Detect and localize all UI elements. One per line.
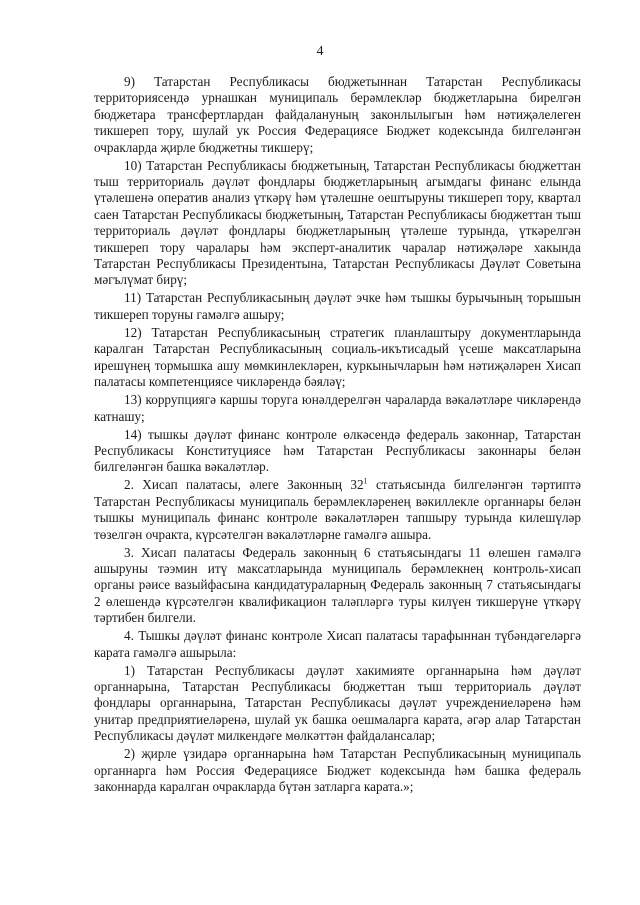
paragraph-item-11: 11) Татарстан Республикасының дәүләт эчке һәм тышкы бурычының торышын тикшереп торуны гамәлгә ашыру; (94, 290, 581, 322)
paragraph-part-2-text-continued: статьясында билгеләнгән тәртиптә Татарстан Республикасы муниципаль берәмлекләренең вәкиллекле органнары белән тышкы муниципаль финанс контроле вәкаләтләрен тапшыру турында килешүләр төзелгән очракта, күрсәтелгән вәкаләтләрне гамәлгә ашыра. (94, 477, 582, 542)
paragraph-item-10: 10) Татарстан Республикасы бюджетының, Татарстан Республикасы бюджеттан тыш территориаль дәүләт фондлары бюджетларының агымдагы финанс елында үтәлешенә оператив анализ үткәрү һәм үтәлешне оештыруны тикшереп тору, квартал саен Татарстан Республикасы бюджетының, Татарстан Республикасы бюджеттан тыш территориаль дәүләт фондлары бюджетларының үтәлеше турында, үткәрелгән тикшереп тору чаралары һәм эксперт-аналитик чаралар нәтиҗәләре хакында Татарстан Республикасы Президентына, Татарстан Республикасы Дәүләт Советына мәгълүмат бирү; (94, 157, 581, 288)
paragraph-item-14: 14) тышкы дәүләт финанс контроле өлкәсендә федераль законнар, Татарстан Республикасы Конституциясе һәм Татарстан Республикасы законнары белән билгеләнгән башка вәкаләтләр. (94, 426, 581, 475)
paragraph-subitem-1: 1) Татарстан Республикасы дәүләт хакимияте органнарына һәм дәүләт органнарына, Татарстан Республикасы бюджеттан тыш территориаль дәүләт фондлары органнарына, Татарстан Республикасы дәүләт учреждениеләренә һәм унитар предприятиеләренә, шулай ук башка оешмаларга карата, әгәр алар Татарстан Республикасы дәүләт милкендәге мөлкәттән файдалансалар; (94, 662, 581, 744)
paragraph-subitem-2: 2) җирле үзидарә органнарына һәм Татарстан Республикасының муниципаль органнарга һәм Россия Федерациясе Бюджет кодексында һәм башка федераль законнарда каралган очракларда бүтән затларга карата.»; (94, 746, 581, 794)
page-number: 4 (316, 44, 324, 59)
paragraph-part-4: 4. Тышкы дәүләт финанс контроле Хисап палатасы тарафыннан түбәндәгеләргә карата гамәлгә ашырыла: (94, 628, 581, 660)
paragraph-item-12: 12) Татарстан Республикасының стратегик планлаштыру документларында каралган Татарстан Республикасының социаль-икътисадый үсеше максатларына ирешүнең тормышка ашу мөмкинлекләрен, куркынычларын һәм нәтиҗәләрен Хисап палатасы компетенциясе чикләрендә бәяләү; (94, 324, 581, 390)
document-body (94, 74, 581, 795)
paragraph-part-2 (94, 477, 581, 543)
paragraph-item-9: 9) Татарстан Республикасы бюджетыннан Татарстан Республикасы территориясендә урнашкан муниципаль берәмлекләр бюджетларына бирелгән бюджетара трансфертлардан файдалануның законлылыгын һәм нәтиҗәлелеген тикшереп тору, шулай ук Россия Федерациясе Бюджет кодексында билгеләнгән очракларда җирле бюджетны тикшерү; (94, 74, 581, 155)
paragraph-part-3: 3. Хисап палатасы Федераль законның 6 статьясындагы 11 өлешен гамәлгә ашыруны тәэмин итү максатларында муниципаль берәмлекнең контроль-хисап органы рәисе вазыйфасына кандидатураларның Федераль законның 7 статьясындагы 2 өлешендә күрсәтелгән квалификацион таләпләргә туры килүен тикшерүне үткәрү тәртибен билгели. (94, 544, 581, 626)
article-superscript: 1 (363, 476, 368, 486)
paragraph-item-13: 13) коррупциягә каршы торуга юнәлдерелгән чараларда вәкаләтләре чикләрендә катнашу; (94, 392, 581, 424)
paragraph-part-2-text: 2. Хисап палатасы, әлеге Законның 32 (124, 477, 364, 493)
